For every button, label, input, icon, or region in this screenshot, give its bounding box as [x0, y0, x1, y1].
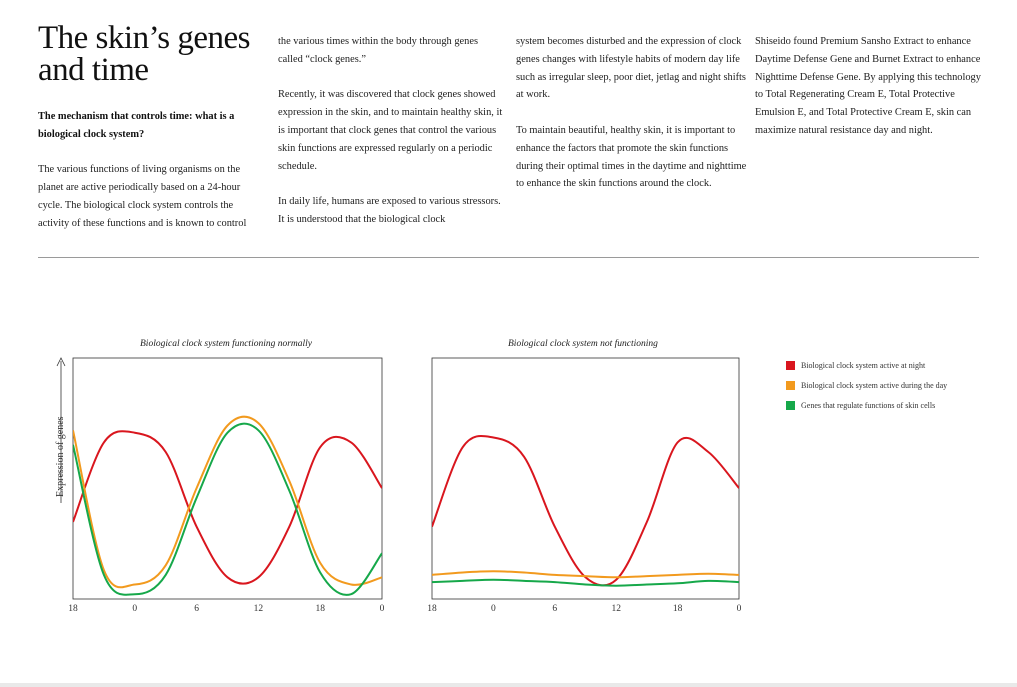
series-line-day — [73, 417, 382, 588]
column-3 — [516, 33, 748, 193]
x-tick-label: 18 — [68, 604, 78, 614]
x-tick-label: 18 — [315, 604, 325, 614]
paragraph: Recently, it was discovered that clock genes showed expression in the skin, and to maintain healthy skin, it is important that clock genes that control the various skin functions are expressed regularly on a periodic schedule. — [278, 89, 503, 172]
legend-swatch-day — [786, 381, 795, 390]
column-4 — [755, 33, 983, 140]
article-title: The skin’s genes and time — [38, 20, 250, 88]
x-tick-label: 12 — [611, 604, 621, 614]
x-tick-label: 0 — [491, 604, 496, 614]
series-line-day — [432, 571, 739, 577]
y-axis-label: Expression of genes — [55, 416, 66, 497]
chart-legend — [786, 355, 947, 415]
section-divider — [38, 257, 979, 258]
x-tick-label: 6 — [552, 604, 558, 614]
page-bottom-band — [0, 683, 1017, 687]
legend-item-genes — [786, 395, 947, 415]
x-tick-label: 6 — [194, 604, 199, 614]
paragraph: In daily life, humans are exposed to various stressors. It is understood that the biological clock — [278, 196, 501, 225]
legend-item-day — [786, 375, 947, 395]
legend-swatch-genes — [786, 401, 795, 410]
running-head — [798, 0, 1005, 1]
series-line-night — [432, 436, 739, 585]
x-tick-label: 0 — [379, 604, 385, 614]
paragraph: system becomes disturbed and the expression of clock genes changes with lifestyle habits of modern day life such as irregular sleep, poor diet, jetlag and night shifts at work. — [516, 36, 746, 101]
legend-label: Biological clock system active at night — [801, 360, 926, 370]
legend-label: Biological clock system active during the day — [801, 380, 948, 390]
x-tick-label: 18 — [427, 604, 437, 614]
legend-swatch-night — [786, 361, 795, 370]
x-tick-label: 0 — [132, 604, 138, 614]
column-2 — [278, 33, 503, 229]
x-tick-label: 18 — [672, 604, 683, 614]
chart-1-plot — [68, 358, 384, 614]
y-axis-arrow — [57, 358, 65, 503]
chart-1-title: Biological clock system functioning normally — [140, 339, 313, 349]
plot-frame — [432, 358, 739, 599]
series-line-genes — [432, 580, 739, 586]
chart-2-plot — [427, 358, 741, 614]
paragraph: Shiseido found Premium Sansho Extract to enhance Daytime Defense Gene and Burnet Extract to enhance Nighttime Defense Gene. By applying this technology to Total Regenerating Cream E, Total Protective Emulsion E, and Total Protective Cream E, skin can maximize natural resistance day and night. — [755, 36, 981, 136]
chart-2-title: Biological clock system not functioning — [508, 339, 658, 349]
series-line-genes — [73, 424, 382, 595]
paragraph: The various functions of living organisms on the planet are active periodically based on a 24-hour cycle. The biological clock system controls the activity of these functions and is known to control — [38, 164, 247, 229]
section-subhead: The mechanism that controls time: what is a biological clock system? — [38, 111, 235, 140]
legend-label: Genes that regulate functions of skin cells — [801, 400, 936, 410]
paragraph: To maintain beautiful, healthy skin, it is important to enhance the factors that promote the skin functions during their optimal times in the daytime and nighttime to enhance the skin functions around the clock. — [516, 124, 747, 190]
column-1 — [38, 108, 263, 233]
x-tick-label: 0 — [736, 604, 742, 614]
x-tick-label: 12 — [253, 604, 264, 614]
plot-frame — [73, 358, 382, 599]
paragraph: the various times within the body through genes called “clock genes.” — [278, 36, 478, 65]
series-line-night — [73, 431, 382, 583]
legend-item-night — [786, 355, 947, 375]
